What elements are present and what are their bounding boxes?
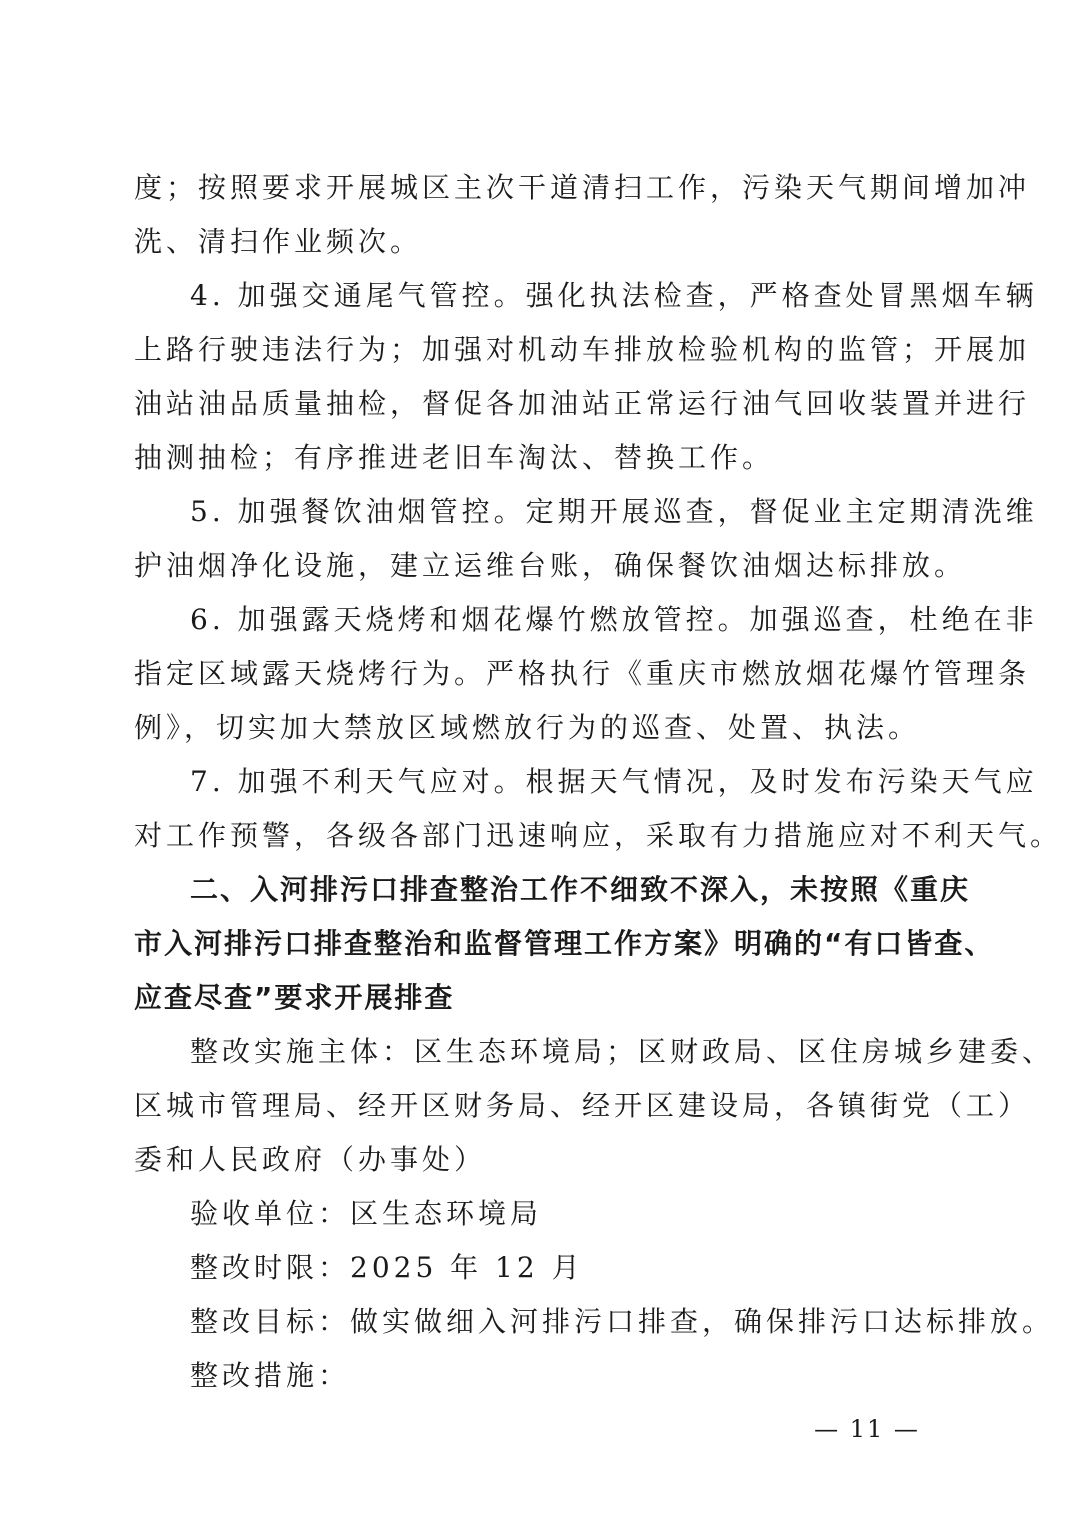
section-heading: 市入河排污口排查整治和监督管理工作方案》明确的“有口皆查、 [134, 927, 995, 960]
body-line: 洗、清扫作业频次。 [134, 225, 423, 258]
body-line: 度；按照要求开展城区主次干道清扫工作，污染天气期间增加冲 [134, 171, 1031, 204]
body-line: 对工作预警，各级各部门迅速响应，采取有力措施应对不利天气。 [134, 819, 1063, 852]
section-heading: 二、入河排污口排查整治工作不细致不深入，未按照《重庆 [190, 873, 971, 906]
body-line: 上路行驶违法行为；加强对机动车排放检验机构的监管；开展加 [134, 333, 1031, 366]
acceptance-unit: 验收单位：区生态环境局 [190, 1197, 543, 1230]
measures-label: 整改措施： [190, 1359, 351, 1392]
section-heading: 应查尽查”要求开展排查 [134, 981, 455, 1014]
implementer-line: 区城市管理局、经开区财务局、经开区建设局，各镇街党（工） [134, 1089, 1031, 1122]
body-line: 护油烟净化设施，建立运维台账，确保餐饮油烟达标排放。 [134, 549, 967, 582]
body-line: 5. 加强餐饮油烟管控。定期开展巡查，督促业主定期清洗维 [190, 495, 1038, 528]
body-line: 4. 加强交通尾气管控。强化执法检查，严格查处冒黑烟车辆 [190, 279, 1038, 312]
implementer-line: 整改实施主体：区生态环境局；区财政局、区住房城乡建委、 [190, 1035, 1055, 1068]
body-line: 6. 加强露天烧烤和烟花爆竹燃放管控。加强巡查，杜绝在非 [190, 603, 1038, 636]
body-line: 例》，切实加大禁放区域燃放行为的巡查、处置、执法。 [134, 711, 921, 744]
body-line: 油站油品质量抽检，督促各加油站正常运行油气回收装置并进行 [134, 387, 1031, 420]
body-line: 抽测抽检；有序推进老旧车淘汰、替换工作。 [134, 441, 775, 474]
page-number: — 11 — [814, 1415, 920, 1443]
body-line: 指定区域露天烧烤行为。严格执行《重庆市燃放烟花爆竹管理条 [134, 657, 1031, 690]
deadline: 整改时限：2025 年 12 月 [190, 1251, 584, 1284]
goal: 整改目标：做实做细入河排污口排查，确保排污口达标排放。 [190, 1305, 1055, 1338]
body-line: 7. 加强不利天气应对。根据天气情况，及时发布污染天气应 [190, 765, 1038, 798]
implementer-line: 委和人民政府（办事处） [134, 1143, 487, 1176]
